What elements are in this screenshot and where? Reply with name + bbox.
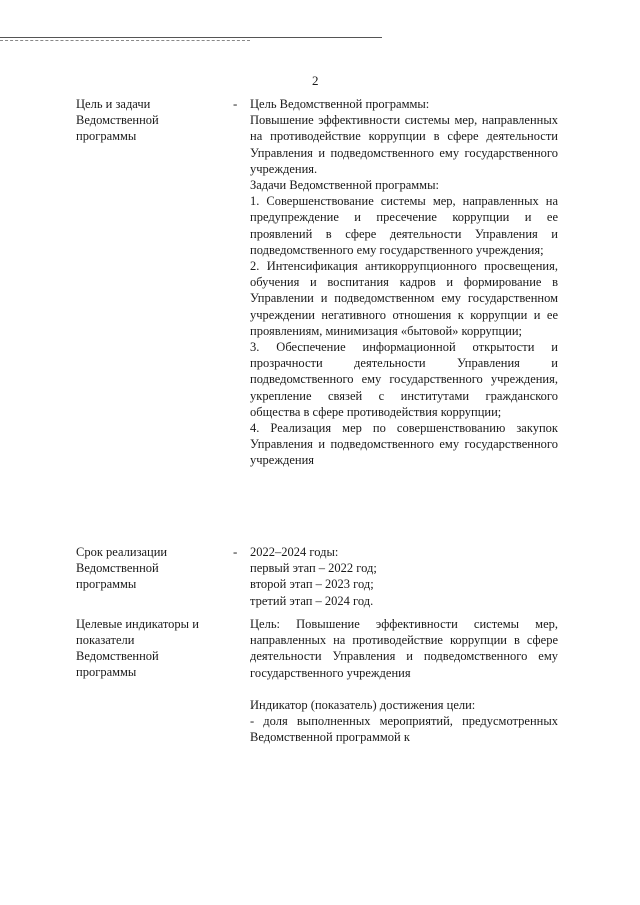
tasks-heading: Задачи Ведомственной программы: [250, 178, 439, 193]
label-period: Срок реализации Ведомственной программы [76, 545, 168, 591]
indicators-content [250, 616, 558, 745]
goal-text: Повышение эффективности системы мер, направленных на противодействие коррупции в сфере деятельности Управления и подведомственного ему государственного учреждения. [250, 113, 558, 176]
header-rule [0, 37, 382, 38]
period-content [250, 544, 558, 609]
period-years: 2022–2024 годы: [250, 545, 339, 559]
task-4: 4. Реализация мер по совершенствованию закупок Управления и подведомственного ему государственного учреждения [250, 421, 558, 468]
indicators-goal: Цель: Повышение эффективности системы мер, направленных на противодействие коррупции в сфере деятельности Управления и подведомственного ему государственного учреждения [250, 617, 558, 680]
goal-heading: Цель Ведомственной программы: [250, 97, 430, 111]
label-indicators: Целевые индикаторы и показатели Ведомственной программы [76, 617, 199, 679]
task-3: 3. Обеспечение информационной открытости и прозрачности деятельности Управления и подведомственного ему государственного учреждения, укрепление связей с институтами гражданского общества в сфере противодействия коррупции; [250, 340, 558, 419]
page-number: 2 [312, 73, 319, 88]
period-stage-3: третий этап – 2024 год. [250, 593, 374, 608]
period-stage-2: второй этап – 2023 год; [250, 577, 374, 592]
period-stage-1: первый этап – 2022 год; [250, 561, 377, 576]
label-goal-tasks: Цель и задачи Ведомственной программы [76, 97, 159, 143]
row-dash: - [233, 96, 238, 111]
header-rule-secondary [0, 40, 250, 41]
task-1: 1. Совершенствование системы мер, направленных на предупреждение и пресечение коррупции и ее проявлений в сфере деятельности Управления и подведомственного ему государственного учреждения; [250, 194, 558, 257]
indicator-heading: Индикатор (показатель) достижения цели: [250, 697, 476, 712]
spacer [250, 681, 558, 697]
goal-tasks-content [250, 96, 558, 469]
task-2: 2. Интенсификация антикоррупционного просвещения, обучения и воспитания кадров и формирование в Управлении и подведомственном ему государственном учреждении негативного отношения к коррупции и ее проявлениям, минимизация «бытовой» коррупции; [250, 259, 558, 338]
row-dash: - [233, 544, 238, 559]
indicator-1: - доля выполненных мероприятий, предусмотренных Ведомственной программой к [250, 714, 558, 745]
